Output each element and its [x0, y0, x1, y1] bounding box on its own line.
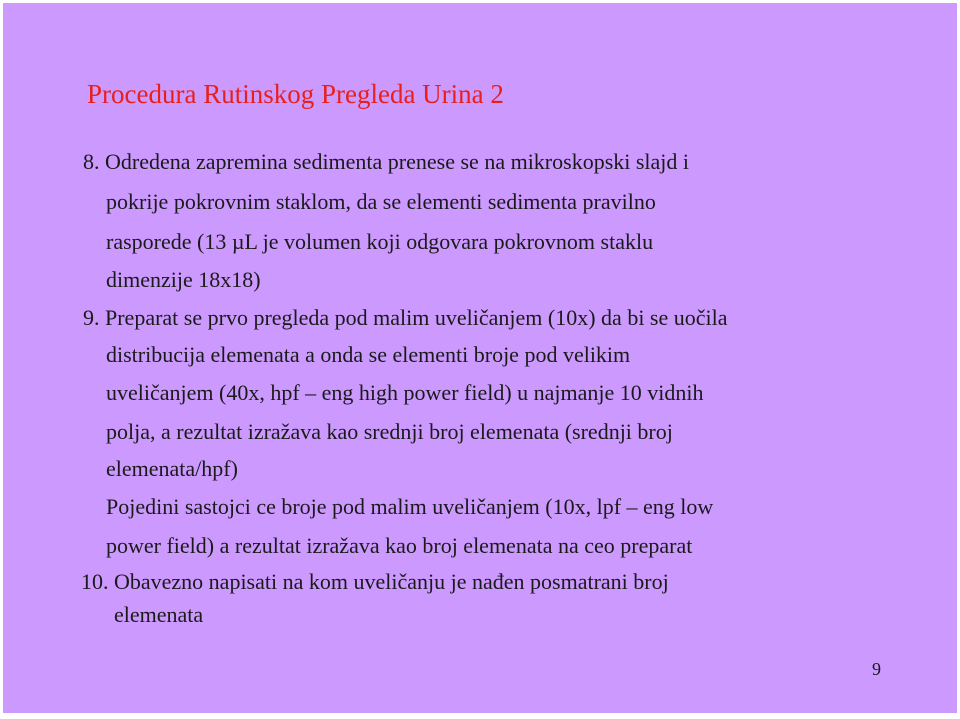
item-8-line: pokrije pokrovnim staklom, da se elementi sedimenta pravilno [106, 189, 656, 214]
slide-title: Procedura Rutinskog Pregleda Urina 2 [87, 79, 504, 109]
item-8-line: dimenzije 18x18) [106, 267, 261, 292]
item-9-line: polja, a rezultat izražava kao srednji broj elemenata (srednji broj [106, 419, 673, 444]
item-9-line: elemenata/hpf) [106, 456, 238, 481]
slide [3, 3, 957, 713]
item-9-line: 9. Preparat se prvo pregleda pod malim uveličanjem (10x) da bi se uočila [83, 305, 728, 330]
item-9-line: Pojedini sastojci ce broje pod malim uveličanjem (10x, lpf – eng low [106, 494, 714, 519]
item-9-line: distribucija elemenata a onda se elementi broje pod velikim [106, 342, 631, 367]
item-9-line: power field) a rezultat izražava kao broj elemenata na ceo preparat [106, 533, 693, 558]
item-10-line: 10. Obavezno napisati na kom uveličanju je nađen posmatrani broj [81, 569, 669, 594]
item-8-line: rasporede (13 µL je volumen koji odgovara pokrovnom staklu [106, 229, 654, 254]
item-8-line: 8. Odredena zapremina sedimenta prenese se na mikroskopski slajd i [83, 149, 690, 174]
item-9-line: uveličanjem (40x, hpf – eng high power field) u najmanje 10 vidnih [106, 380, 704, 405]
page-number: 9 [872, 659, 881, 679]
item-10-line: elemenata [114, 602, 204, 627]
